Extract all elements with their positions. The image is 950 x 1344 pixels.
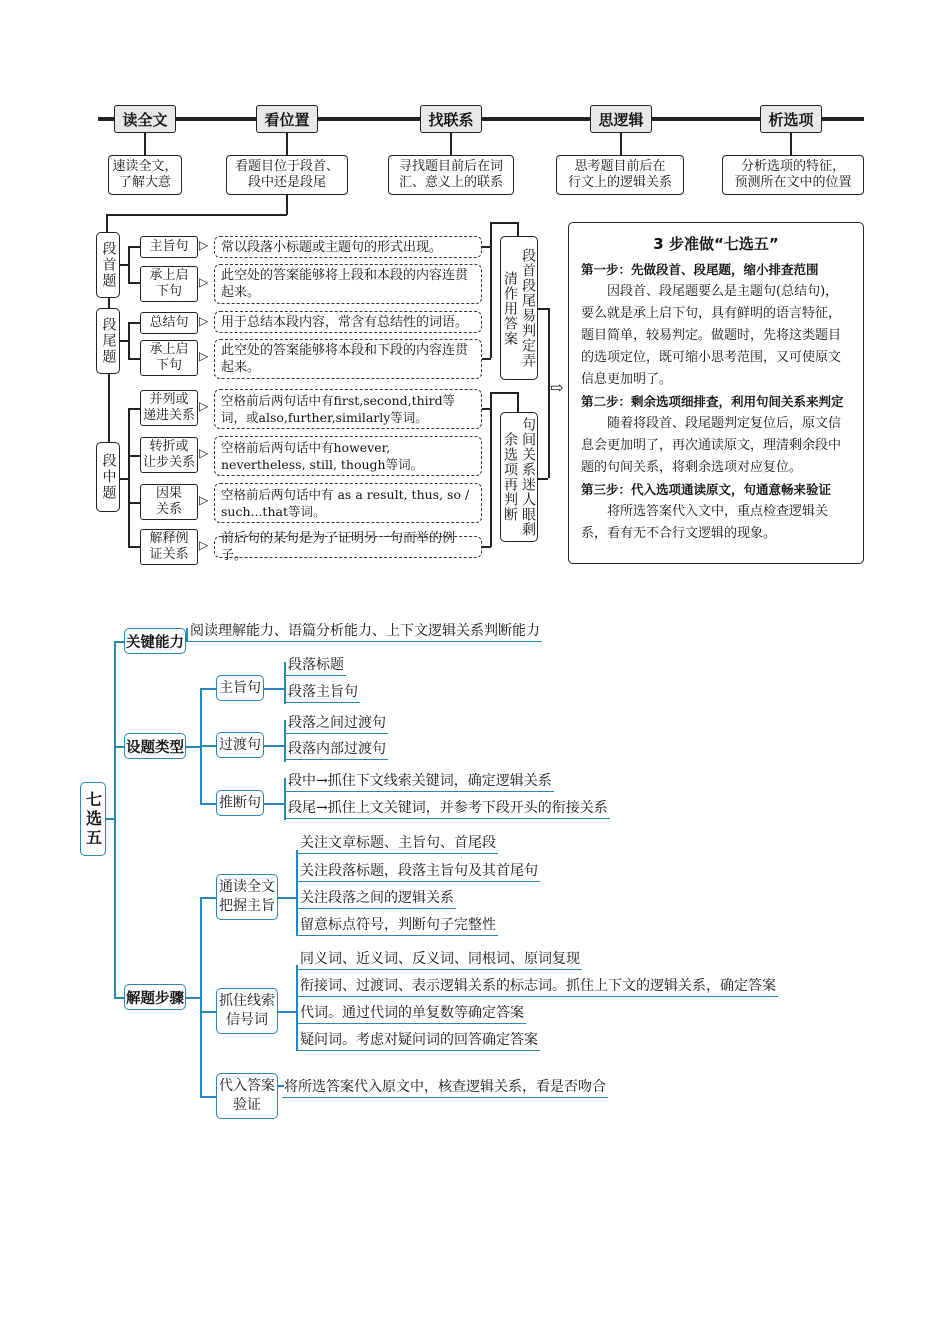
- head-text: 段首题: [100, 241, 117, 289]
- connector: [120, 478, 128, 480]
- step-read-desc: [108, 155, 182, 195]
- detail-text: 空格前后两句话中有however, nevertheless, still, though等词。: [221, 440, 424, 472]
- type-text: 转折或: [149, 439, 189, 454]
- step-read-node: [216, 874, 278, 920]
- panel-step3-text: 将所选答案代入文中，重点检查逻辑关系，看有无不合行文逻辑的现象。: [581, 504, 829, 541]
- type-text: 递进关系: [142, 408, 195, 423]
- mm-connector: [106, 818, 114, 820]
- mm-connector: [264, 688, 284, 690]
- connector: [128, 322, 130, 359]
- type-trans-node: [216, 732, 264, 758]
- mid-text: 段中题: [100, 453, 117, 501]
- mm-connector: [114, 641, 124, 643]
- connector: [120, 340, 128, 342]
- mm-connector: [186, 997, 200, 999]
- detail-transition-head: [214, 264, 482, 304]
- arrow-icon: ▷: [199, 399, 209, 413]
- label-mid-question: [96, 442, 120, 512]
- leaf-item: 段落内部过渡句: [286, 738, 388, 760]
- panel-step2-text: 随着将段首、段尾题判定复位后，原文信息会更加明了，再次通读原文，理清剩余段中题的句间关系，将剩余选项对应复位。: [581, 416, 842, 475]
- connector: [128, 358, 140, 360]
- connector: [620, 133, 622, 155]
- type-text: 因果: [155, 486, 182, 501]
- detail-text: 此空处的答案能够将上段和本段的内容连贯起来。: [221, 268, 469, 300]
- node-text: 主旨句: [219, 679, 261, 696]
- connector: [482, 358, 491, 360]
- detail-parallel: [214, 389, 482, 429]
- leaf-item: 段落之间过渡句: [286, 712, 388, 734]
- mm-connector: [200, 897, 202, 1097]
- mm-connector: [200, 688, 216, 690]
- type-text: 承上启: [149, 342, 189, 357]
- root-text: 七选五: [83, 790, 103, 848]
- step-read-all: 读全文: [114, 105, 176, 133]
- node-text: 通读全文: [219, 879, 275, 895]
- node-text: 过渡句: [219, 736, 261, 753]
- key-ability-node: [124, 628, 186, 654]
- detail-text: 前后句的某句是为了证明另一句而举的例子。: [221, 531, 456, 563]
- mm-connector: [264, 803, 284, 805]
- connector: [790, 133, 792, 155]
- mm-connector: [278, 897, 296, 899]
- connector: [490, 222, 518, 224]
- label-head-question: [96, 232, 120, 298]
- type-cause: [140, 484, 198, 520]
- connector: [128, 282, 140, 284]
- note-head-tail: [500, 236, 538, 380]
- connector: [482, 246, 490, 248]
- arrow-icon: ▷: [199, 238, 209, 252]
- connector: [286, 195, 288, 215]
- leaf-item: 同义词、近义词、反义词、同根词、原词复现: [298, 948, 582, 970]
- type-text: 下句: [155, 284, 182, 299]
- step-logic: 思逻辑: [590, 105, 652, 133]
- desc-line: 段中还是段尾: [247, 175, 326, 190]
- desc-line: 看题目位于段首、: [234, 159, 339, 174]
- node-text: 关键能力: [126, 633, 184, 651]
- connector: [144, 133, 146, 155]
- panel-step1-title: 第一步：先做段首、段尾题，缩小排查范围: [581, 262, 819, 277]
- step-verify-node: [216, 1073, 278, 1119]
- detail-transition-tail: [214, 339, 482, 379]
- connector: [128, 246, 140, 248]
- mm-connector: [264, 745, 284, 747]
- type-main-sentence: [140, 236, 198, 258]
- arrow-icon: ▷: [199, 349, 209, 363]
- desc-line: 汇、意义上的联系: [398, 175, 503, 190]
- desc-line: 了解大意: [118, 175, 171, 190]
- connector: [108, 298, 110, 308]
- detail-contrast: [214, 436, 482, 476]
- step-options-desc: [722, 155, 864, 195]
- connector: [106, 214, 108, 232]
- connector: [538, 308, 548, 310]
- leaf-item: 关注段落之间的逻辑关系: [298, 887, 456, 909]
- node-text: 验证: [233, 1097, 261, 1113]
- connector: [538, 478, 548, 480]
- detail-text: 此空处的答案能够将本段和下段的内容连贯起来。: [221, 343, 469, 375]
- type-text: 证关系: [149, 547, 189, 562]
- arrow-icon: ▷: [199, 493, 209, 507]
- connector: [108, 374, 110, 442]
- connector: [128, 455, 140, 457]
- detail-cause: [214, 483, 482, 523]
- detail-text: 常以段落小标题或主题句的形式出现。: [221, 239, 443, 255]
- step-position-desc: [226, 155, 348, 195]
- leaf-item: 段落标题: [286, 654, 346, 676]
- leaf-item: 关注段落标题，段落主旨句及其首尾句: [298, 860, 540, 882]
- node-text: 信号词: [226, 1012, 268, 1028]
- step-find-link: 找联系: [420, 105, 482, 133]
- detail-text: 空格前后两句话中有first,second,third等词，或also,further,similarly等词。: [221, 393, 456, 425]
- leaf-item: 段落主旨句: [286, 681, 360, 703]
- mm-connector: [114, 641, 116, 998]
- mindmap-root: [80, 782, 106, 856]
- mm-connector: [200, 803, 216, 805]
- leaf-item: 将所选答案代入原文中，核查逻辑关系，看是否吻合: [282, 1076, 608, 1098]
- type-text: 让步关系: [142, 455, 195, 470]
- connector: [106, 214, 287, 216]
- detail-summary: [214, 311, 482, 333]
- leaf-item: 段中→抓住下文线索关键词，确定逻辑关系: [286, 770, 554, 792]
- connector: [120, 264, 128, 266]
- leaf-item: 关注文章标题、主旨句、首尾段: [298, 832, 498, 854]
- type-text: 并列或: [149, 392, 189, 407]
- label-tail-question: [96, 308, 120, 374]
- type-text: 解释例: [149, 531, 189, 546]
- type-text: 下句: [155, 358, 182, 373]
- desc-line: 寻找题目前后在词: [398, 159, 503, 174]
- mm-connector: [200, 897, 216, 899]
- connector: [128, 322, 140, 324]
- mm-connector: [200, 745, 216, 747]
- tail-text: 段尾题: [100, 317, 117, 365]
- type-infer-node: [216, 790, 264, 816]
- desc-line: 行文上的逻辑关系: [567, 175, 672, 190]
- connector: [128, 546, 140, 548]
- detail-text: 用于总结本段内容，常含有总结性的词语。: [221, 314, 469, 330]
- type-transition-tail: [140, 340, 198, 376]
- panel-step3-title: 第三步：代入选项通读原文，句通意畅来验证: [581, 482, 832, 497]
- leaf-item: 代词。通过代词的单复数等确定答案: [298, 1002, 526, 1024]
- desc-line: 分析选项的特征，: [740, 159, 845, 174]
- mm-connector: [114, 746, 124, 748]
- detail-text: 空格前后两句话中有 as a result, thus, so / such...that等词。: [221, 487, 470, 519]
- type-text: 关系: [155, 502, 182, 517]
- detail-main-sentence: [214, 236, 482, 258]
- connector: [482, 546, 491, 548]
- type-summary: [140, 312, 198, 334]
- connector: [517, 392, 519, 412]
- leaf-item: 衔接词、过渡词、表示逻辑关系的标志词。抓住上下文的逻辑关系，确定答案: [298, 975, 778, 997]
- type-example: [140, 529, 198, 565]
- node-text: 代入答案: [219, 1078, 275, 1094]
- arrow-icon: ▷: [199, 538, 209, 552]
- type-text: 主旨句: [149, 239, 189, 254]
- panel-step1-text: 因段首、段尾题要么是主题句(总结句)，要么就是承上启下句，具有鲜明的语言特征，题目简单，较易判定。做题时，先将这类题目的选项定位，既可缩小思考范围，又可使原文信息更加明了。: [581, 284, 842, 387]
- leaf-item: 疑问词。考虑对疑问词的回答确定答案: [298, 1029, 540, 1051]
- leaf-item: 段尾→抓住上文关键词，并参考下段开头的衔接关系: [286, 797, 610, 819]
- desc-line: 速读全文，: [112, 159, 178, 174]
- desc-line: 思考题目前后在: [574, 159, 666, 174]
- double-arrow-icon: ⇨: [550, 378, 564, 397]
- type-parallel: [140, 390, 198, 426]
- connector: [128, 408, 140, 410]
- type-main-node: [216, 675, 264, 701]
- connector: [128, 408, 130, 547]
- connector: [128, 246, 130, 283]
- type-text: 总结句: [149, 315, 189, 330]
- panel-step2-title: 第二步：剩余选项细排查，利用句间关系来判定: [581, 394, 844, 409]
- step-clue-node: [216, 988, 278, 1034]
- connector: [286, 133, 288, 155]
- step-options: 析选项: [760, 105, 822, 133]
- type-transition-head: [140, 266, 198, 302]
- mm-connector: [278, 1011, 296, 1013]
- node-text: 抓住线索: [219, 993, 275, 1009]
- solve-steps-node: [124, 984, 186, 1010]
- type-text: 承上启: [149, 268, 189, 283]
- mm-connector: [114, 997, 124, 999]
- node-text: 推断句: [219, 794, 261, 811]
- arrow-icon: ▷: [199, 314, 209, 328]
- connector: [490, 392, 518, 394]
- arrow-icon: ▷: [199, 275, 209, 289]
- connector: [128, 502, 140, 504]
- node-text: 解题步骤: [126, 989, 184, 1007]
- arrow-icon: ▷: [199, 446, 209, 460]
- mm-connector: [200, 1011, 216, 1013]
- panel-title: 3 步准做“七选五”: [653, 235, 779, 253]
- leaf-item: 留意标点符号，判断句子完整性: [298, 914, 498, 936]
- connector: [517, 222, 519, 236]
- node-text: 把握主旨: [219, 898, 275, 914]
- note-text: 段首段尾易判定弄清作用答案: [502, 248, 536, 368]
- note-text: 句间关系迷人眼剩余选项再判断: [502, 417, 536, 537]
- connector: [490, 392, 492, 547]
- connector: [490, 222, 492, 358]
- step-logic-desc: [556, 155, 684, 195]
- three-step-panel: [568, 222, 864, 564]
- connector: [450, 133, 452, 155]
- detail-example: [214, 531, 482, 563]
- key-ability-text: 阅读理解能力、语篇分析能力、上下文逻辑关系判断能力: [188, 620, 542, 642]
- node-text: 设题类型: [126, 738, 184, 756]
- mm-connector: [186, 746, 200, 748]
- desc-line: 预测所在文中的位置: [734, 175, 852, 190]
- question-types-node: [124, 733, 186, 759]
- step-link-desc: [388, 155, 514, 195]
- mm-connector: [200, 1096, 216, 1098]
- note-mid: [500, 412, 538, 542]
- step-position: 看位置: [256, 105, 318, 133]
- type-contrast: [140, 437, 198, 473]
